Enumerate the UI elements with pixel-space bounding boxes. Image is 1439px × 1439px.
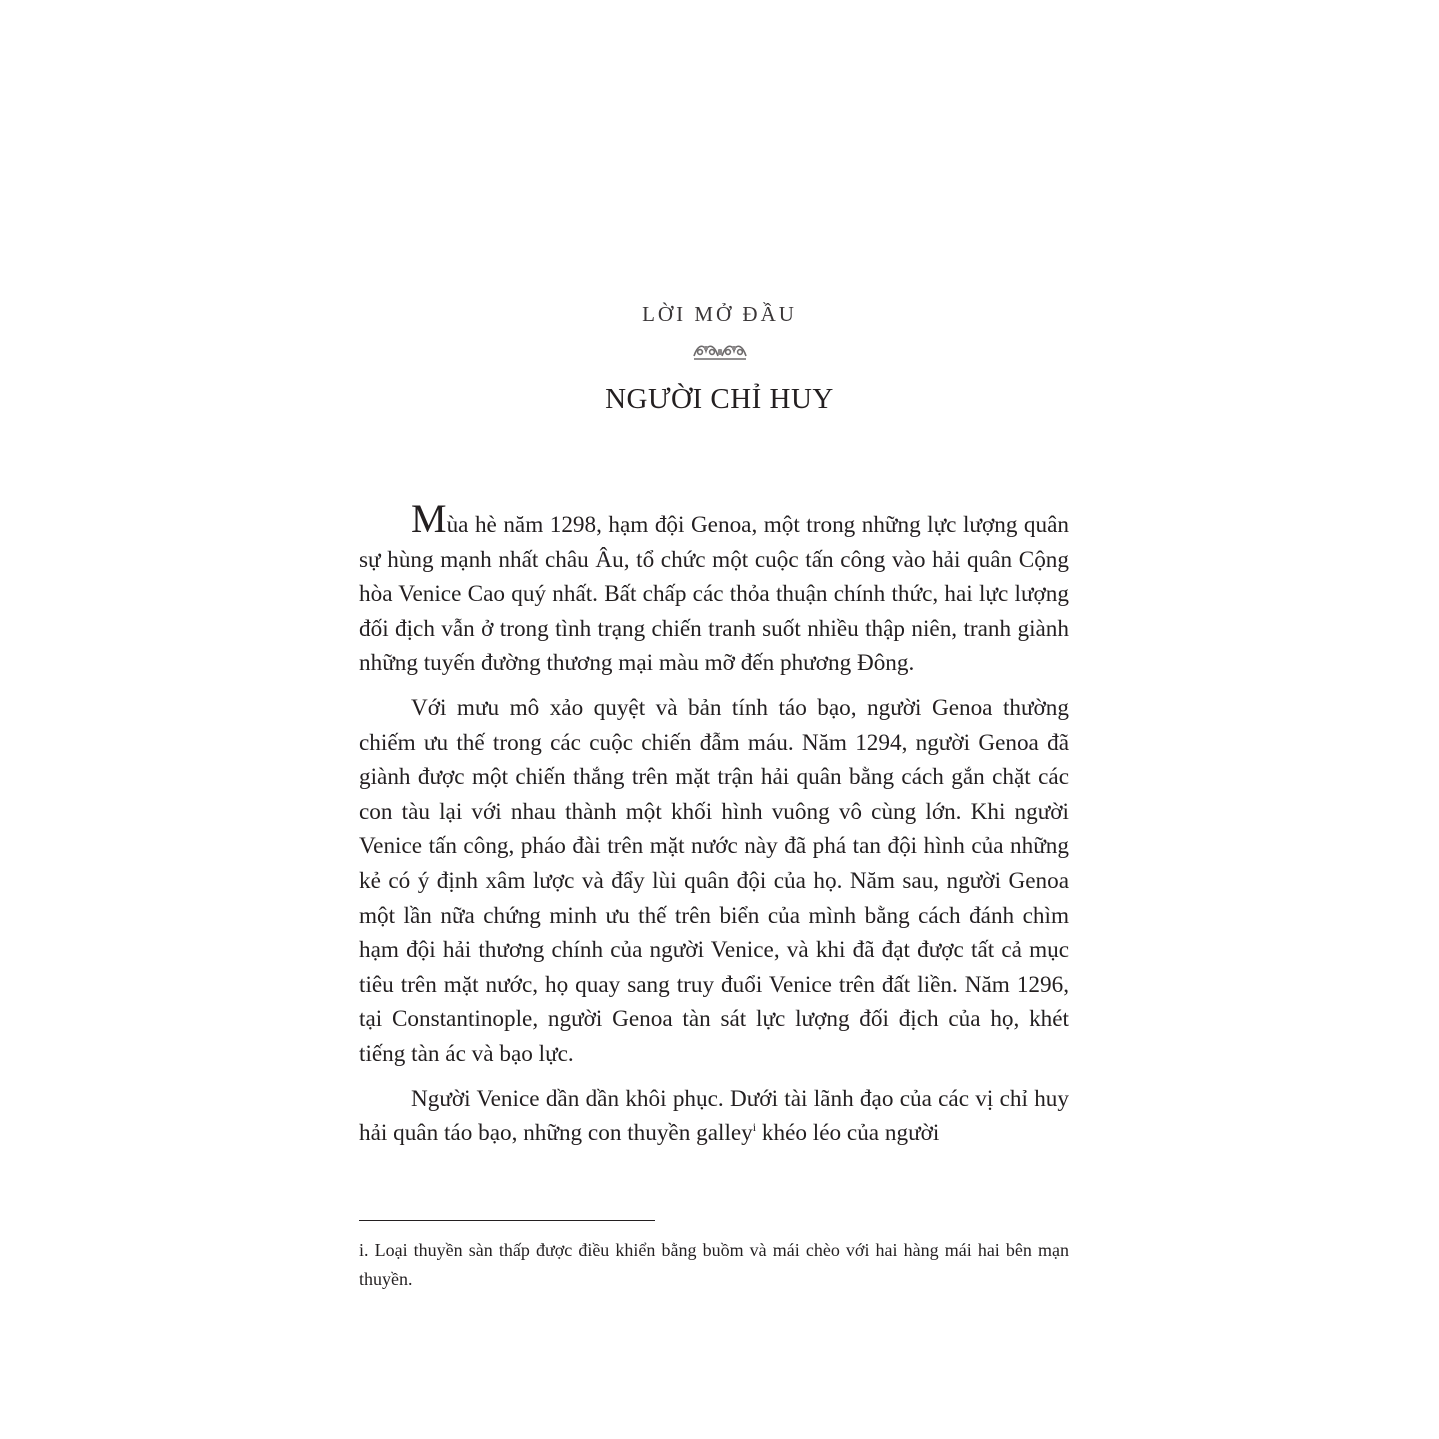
paragraph-1 xyxy=(359,496,1069,681)
footnote: i. Loại thuyền sàn thấp được điều khiển bằng buồm và mái chèo với hai hàng mái hai bên mạn thuyền. xyxy=(359,1240,1069,1289)
floral-ornament-icon xyxy=(692,340,748,362)
paragraph-1-text: ùa hè năm 1298, hạm đội Genoa, một trong những lực lượng quân sự hùng mạnh nhất châu Âu, tổ chức một cuộc tấn công vào hải quân Cộng hòa Venice Cao quý nhất. Bất chấp các thỏa thuận chính thức, hai lực lượng đối địch vẫn ở trong tình trạng chiến tranh suốt nhiều thập niên, tranh giành những tuyến đường thương mại màu mỡ đến phương Đông. xyxy=(359,512,1069,677)
body-text xyxy=(359,496,1069,1161)
paragraph-3 xyxy=(359,1082,1069,1151)
paragraph-3-text-end: khéo léo của người xyxy=(756,1120,940,1147)
paragraph-3-text-start: Người Venice dần dần khôi phục. Dưới tài lãnh đạo của các vị chỉ huy hải quân táo bạo, những con thuyền galley xyxy=(359,1085,1069,1147)
footnote-divider xyxy=(359,1220,655,1221)
drop-cap: M xyxy=(411,496,447,541)
chapter-title: NGƯỜI CHỈ HUY xyxy=(605,383,834,415)
footnote-reference[interactable]: i xyxy=(752,1120,757,1135)
chapter-label: LỜI MỞ ĐẦU xyxy=(642,302,797,326)
paragraph-2: Với mưu mô xảo quyệt và bản tính táo bạo, người Genoa thường chiếm ưu thế trong các cuộc chiến đẫm máu. Năm 1294, người Genoa đã giành được một chiến thắng trên mặt trận hải quân bằng cách gắn chặt các con tàu lại với nhau thành một khối hình vuông vô cùng lớn. Khi người Venice tấn công, pháo đài trên mặt nước này đã phá tan đội hình của những kẻ có ý định xâm lược và đẩy lùi quân đội của họ. Năm sau, người Genoa một lần nữa chứng minh ưu thế trên biển của mình bằng cách đánh chìm hạm đội hải thương chính của người Venice, và khi đã đạt được tất cả mục tiêu trên mặt nước, họ quay sang truy đuổi Venice trên đất liền. Năm 1296, tại Constantinople, người Genoa tàn sát lực lượng đối địch của họ, khét tiếng tàn ác và bạo lực. xyxy=(359,694,1069,1067)
